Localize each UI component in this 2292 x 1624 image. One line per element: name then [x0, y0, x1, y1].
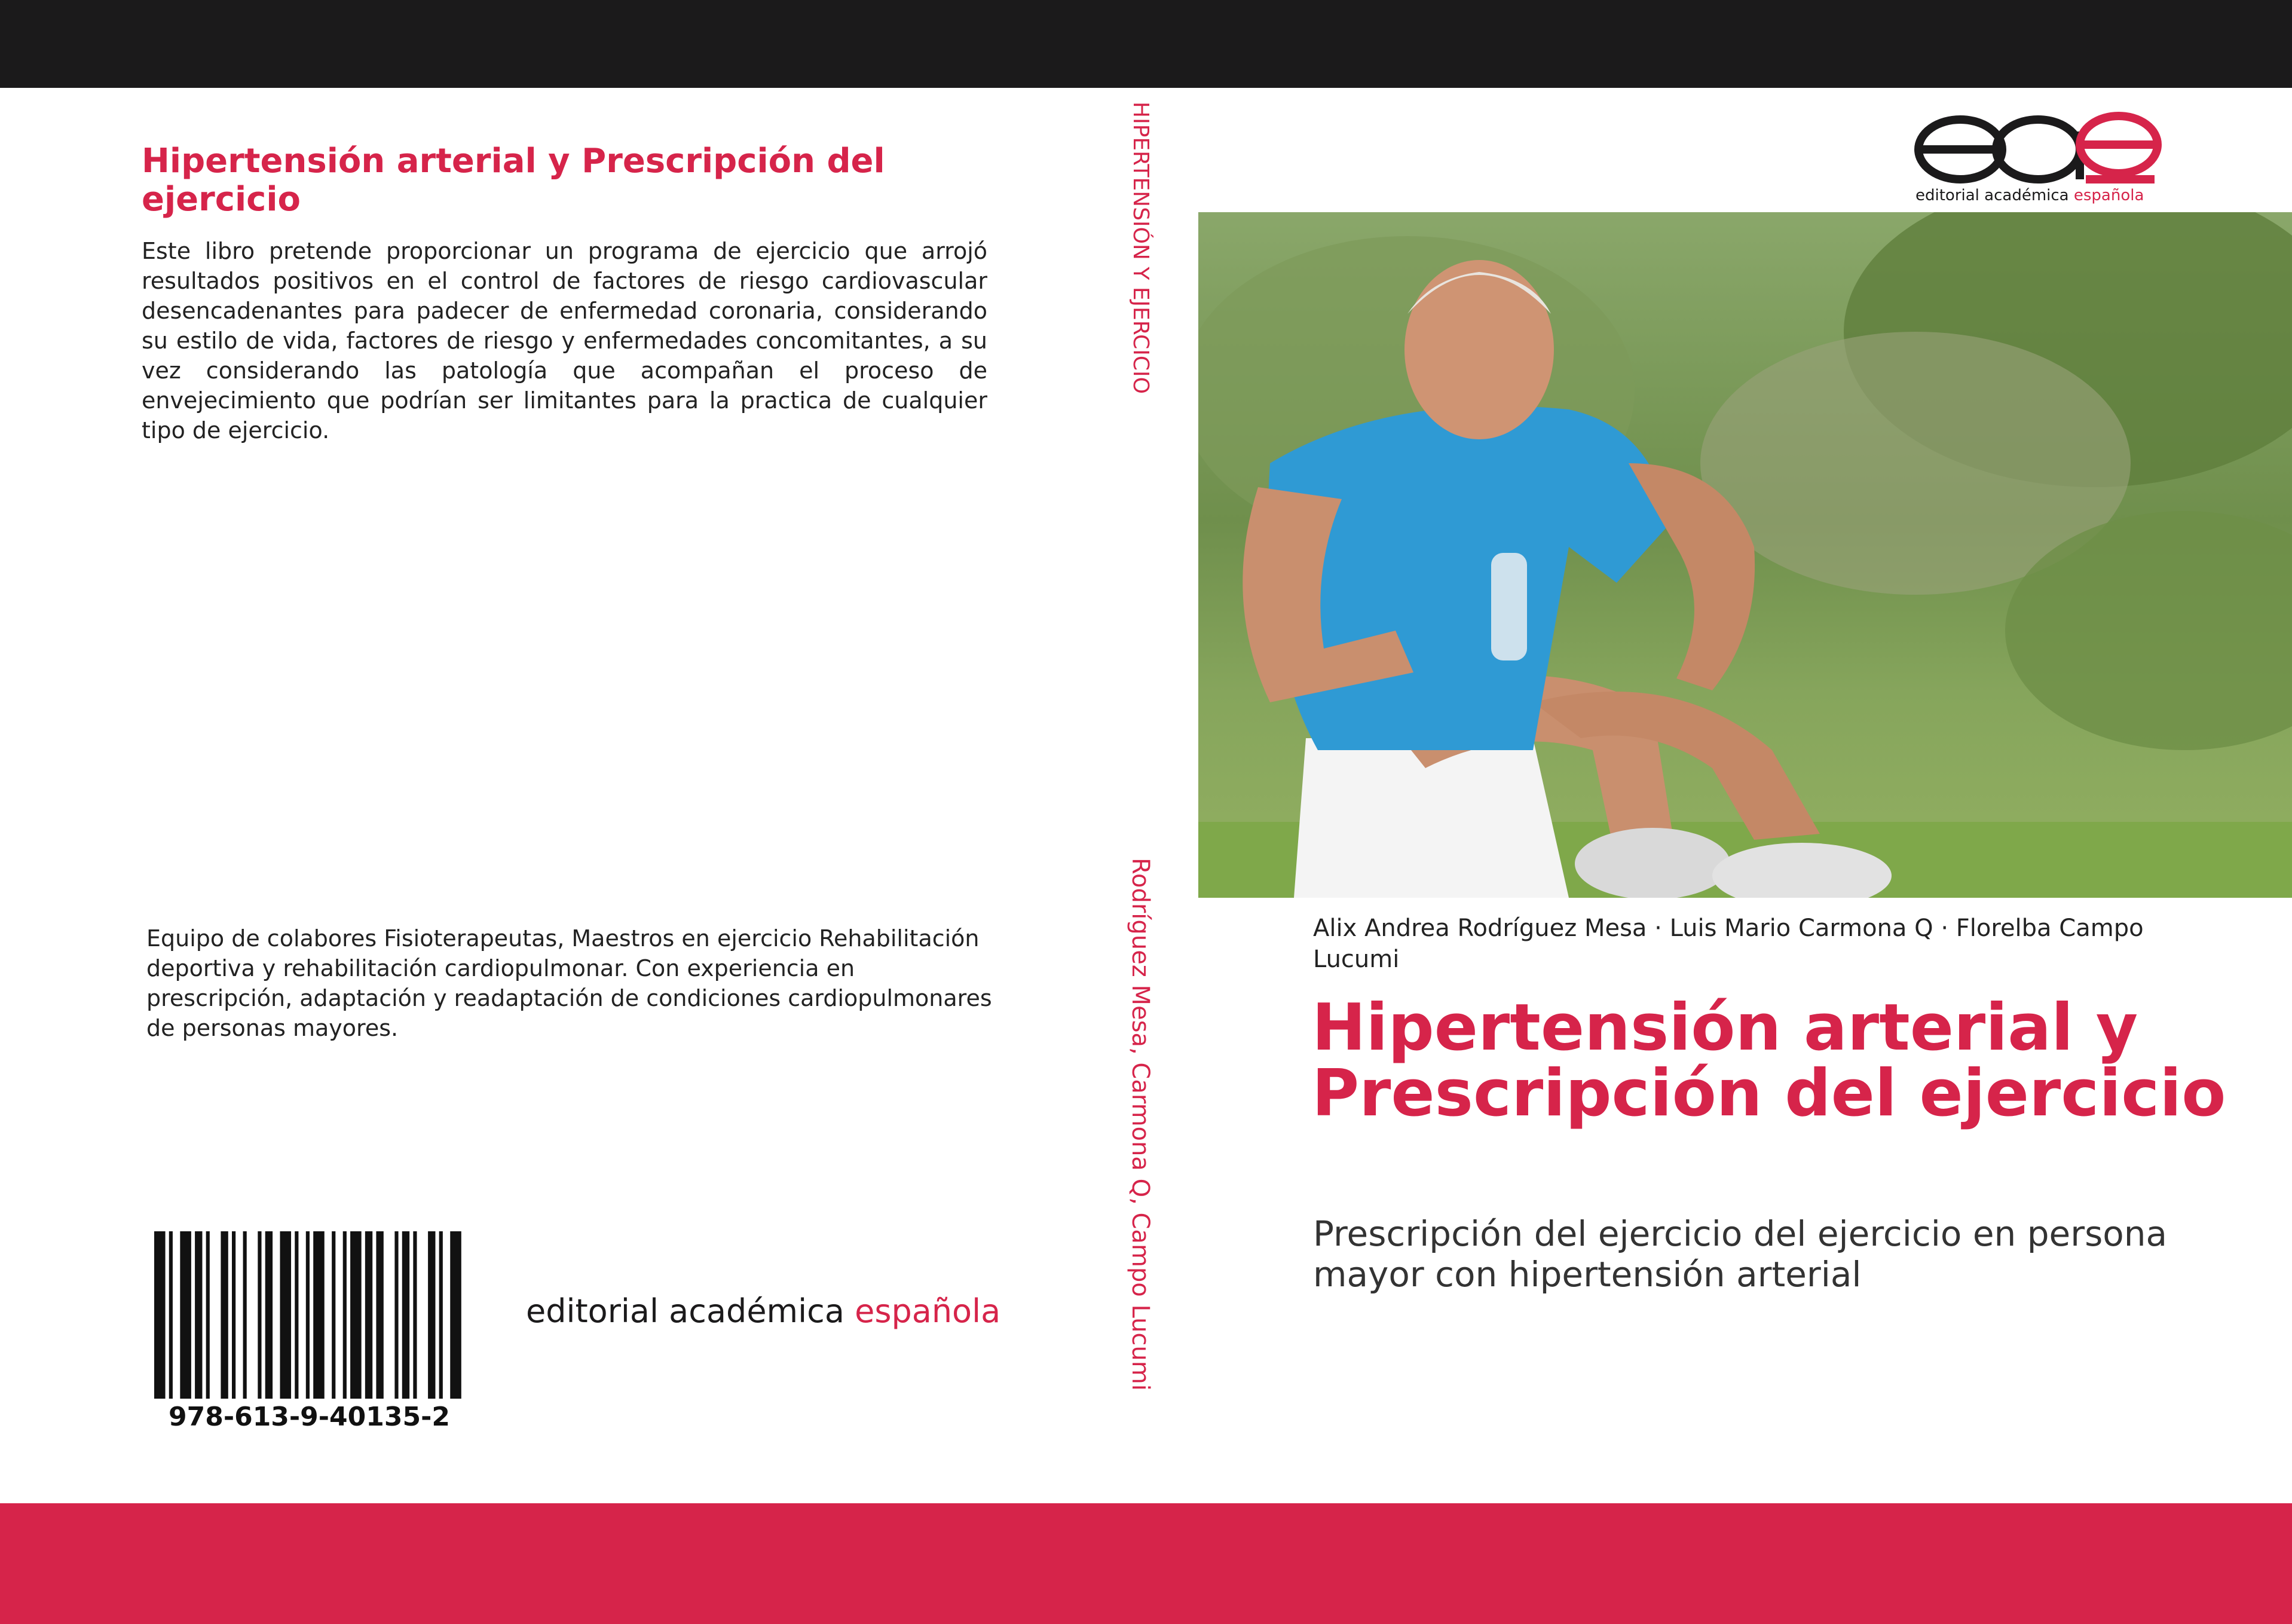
cover-photo: [1198, 212, 2292, 898]
front-cover-title: Hipertensión arterial y Prescripción del ejercicio: [1312, 990, 2226, 1131]
back-cover-blurb: Este libro pretende proporcionar un programa de ejercicio que arrojó resultados positivos en el control de factores de riesgo cardiovascular desencadenantes para padecer de enfermedad coronaria, considerando su estilo de vida, factores de riesgo y enfermedades concomitantes, a su vez considerando las patología que acompañan el proceso de envejecimiento que podrían ser limitantes para la practica de cualquier tipo de ejercicio.: [142, 238, 987, 444]
imprint-main-text: editorial académica: [526, 1292, 855, 1330]
bottom-red-band: [0, 1503, 2292, 1624]
back-publisher-imprint: [526, 1292, 1001, 1330]
barcode-bar: [376, 1231, 383, 1399]
senior-man-photo-icon: [1198, 212, 2292, 898]
barcode-bar: [365, 1231, 372, 1399]
barcode-bar: [232, 1231, 235, 1399]
barcode-bar: [402, 1231, 409, 1399]
barcode-bar: [332, 1231, 335, 1399]
logo-text-accent: española: [2073, 186, 2144, 204]
barcode-bar: [313, 1231, 325, 1399]
barcode-bar: [280, 1231, 291, 1399]
barcode-bar: [306, 1231, 310, 1399]
barcode-bar: [428, 1231, 435, 1399]
barcode-bar: [413, 1231, 417, 1399]
barcode-bar: [343, 1231, 347, 1399]
front-logo-text: [1915, 186, 2166, 204]
barcode-bar: [154, 1231, 166, 1399]
front-cover-authors: Alix Andrea Rodríguez Mesa · Luis Mario Carmona Q · Florelba Campo Lucumi: [1313, 915, 2144, 973]
barcode-bar: [206, 1231, 210, 1399]
barcode-bar: [180, 1231, 191, 1399]
barcode-bar: [221, 1231, 228, 1399]
barcode-bar: [450, 1231, 461, 1399]
barcode-bar: [258, 1231, 261, 1399]
front-cover-subtitle: Prescripción del ejercicio del ejercicio en persona mayor con hipertensión arterial: [1313, 1213, 2168, 1295]
barcode-bar: [195, 1231, 202, 1399]
spine-authors: Rodríguez Mesa, Carmona Q, Campo Lucumi: [1127, 858, 1154, 1391]
barcode: [154, 1231, 465, 1399]
barcode-bar: [439, 1231, 443, 1399]
back-cover-title: Hipertensión arterial y Prescripción del ejercicio: [142, 142, 885, 219]
logo-text-main: editorial académica: [1915, 186, 2074, 204]
barcode-bar: [265, 1231, 273, 1399]
barcode-bar: [350, 1231, 362, 1399]
barcode-bar: [169, 1231, 173, 1399]
imprint-accent-text: española: [855, 1292, 1001, 1330]
barcode-bar: [295, 1231, 298, 1399]
top-dark-band: [0, 0, 2292, 88]
barcode-bar: [394, 1231, 398, 1399]
author-bio: Equipo de colabores Fisioterapeutas, Maestros en ejercicio Rehabilitación deportiva y rehabilitación cardiopulmonar. Con experiencia en prescripción, adaptación y readaptación de condiciones cardiopulmonares de personas mayores.: [146, 925, 992, 1041]
isbn-number: 978-613-9-40135-2: [168, 1402, 451, 1432]
spine-title: HIPERTENSIÓN Y EJERCICIO: [1128, 102, 1153, 394]
barcode-bar: [243, 1231, 247, 1399]
